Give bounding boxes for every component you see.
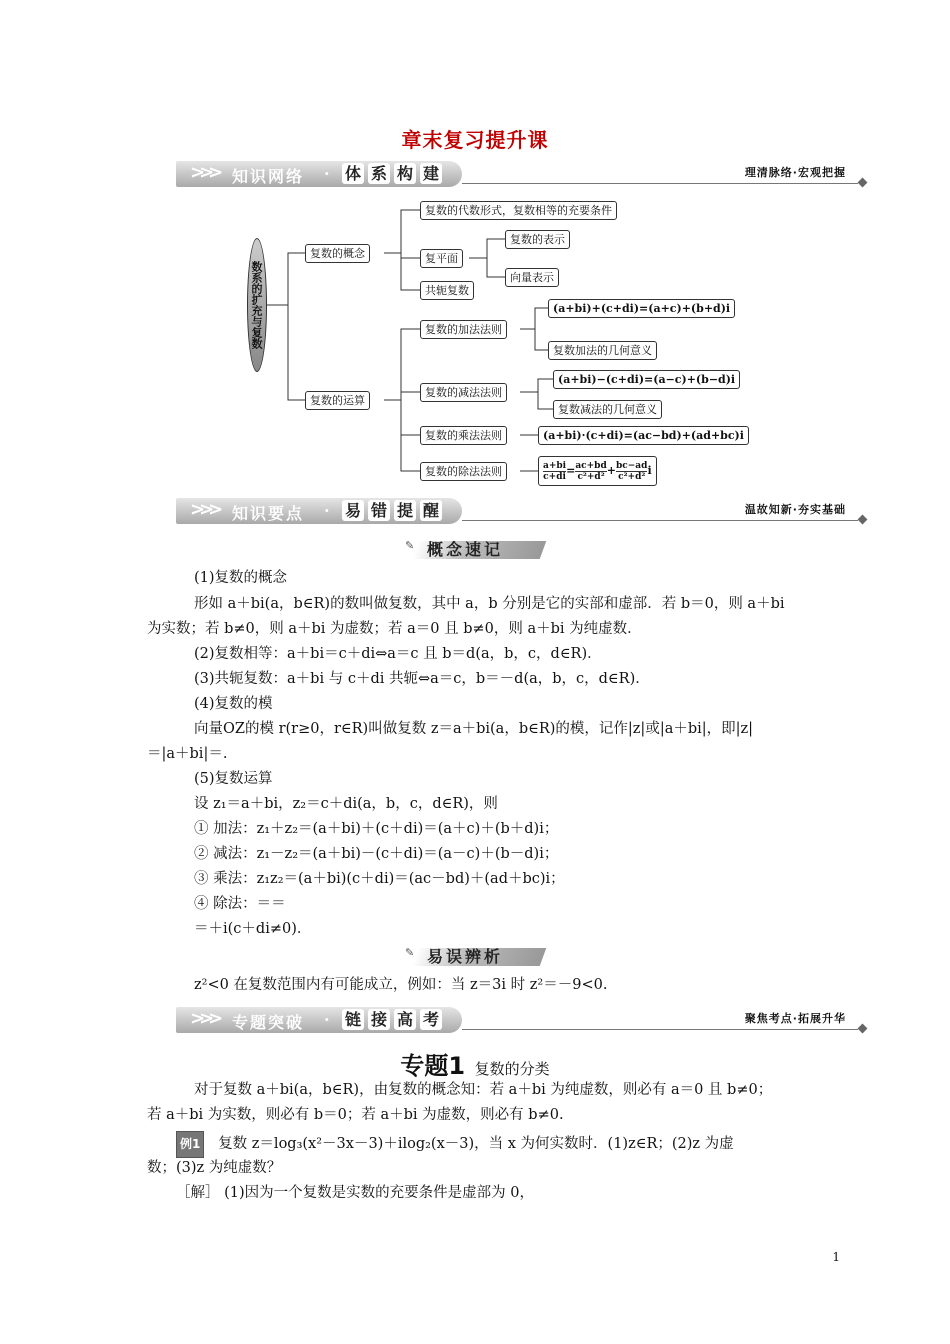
section-banner-topics: [176, 1007, 866, 1033]
chevron-icon: >>>: [190, 162, 218, 183]
banner-box: 高: [394, 1009, 416, 1030]
node-representation: 复数的表示: [505, 230, 570, 249]
frac-den: c²+d²: [577, 471, 605, 482]
subheading-text: 概念速记: [427, 540, 504, 559]
text-line: ＝＋i(c＋di≠0)．: [194, 921, 312, 937]
page-number: 1: [832, 1250, 840, 1264]
banner-box: 系: [368, 163, 390, 184]
node-sub-formula: (a+bi)−(c+di)=(a−c)+(b−d)i: [553, 370, 740, 389]
banner-box: 错: [368, 500, 390, 521]
text-line: 若 a＋bi 为实数，则必有 b＝0；若 a＋bi 为虚数，则必有 b≠0.: [147, 1107, 564, 1123]
example-label: 例1: [176, 1131, 204, 1158]
node-add-formula: (a+bi)+(c+di)=(a+c)+(b+d)i: [548, 299, 735, 318]
node-concept: 复数的概念: [305, 244, 370, 263]
text-line: ② 减法：z₁－z₂＝(a＋bi)－(c＋di)＝(a－c)＋(b－d)i；: [194, 846, 559, 862]
page-title: 章末复习提升课: [401, 128, 549, 152]
node-div: 复数的除法法则: [420, 462, 507, 481]
text-line: (3)共轭复数：a＋bi 与 c＋di 共轭⇔a＝c，b＝－d(a，b，c，d∈R)．: [194, 671, 650, 687]
banner-box: 构: [394, 163, 416, 184]
frac-num: a+bi: [543, 460, 567, 471]
text-line: (4)复数的模: [194, 696, 273, 712]
plus-sign: +: [606, 464, 616, 477]
text-line: z²<0 在复数范围内有可能成立，例如：当 z＝3i 时 z²＝－9<0.: [194, 977, 608, 993]
node-vector: 向量表示: [505, 268, 559, 287]
text-line: ③ 乘法：z₁z₂＝(a＋bi)(c＋di)＝(ac－bd)＋(ad＋bc)i；: [194, 871, 565, 887]
subheading-text: 易误辨析: [427, 947, 504, 966]
frac-den: c+di: [543, 471, 566, 482]
text-line: (5)复数运算: [194, 771, 273, 787]
banner-label: 知识网络: [232, 167, 305, 186]
text-line: ［解］ (1)因为一个复数是实数的充要条件是虚部为 0，: [176, 1185, 534, 1201]
node-div-formula: [538, 456, 657, 486]
banner-label: 知识要点: [232, 504, 305, 523]
banner-box: 接: [368, 1009, 390, 1030]
node-sub-geo: 复数减法的几何意义: [553, 400, 662, 419]
text-line: ④ 除法：＝＝: [194, 896, 286, 912]
pencil-icon: ✎: [405, 946, 415, 959]
node-add-geo: 复数加法的几何意义: [548, 341, 657, 360]
eq-sign: =: [566, 464, 576, 477]
subheading-common-errors: [405, 944, 545, 968]
node-mul-formula: (a+bi)·(c+di)=(ac−bd)+(ad+bc)i: [538, 426, 749, 445]
banner-dot: ·: [324, 1010, 330, 1029]
banner-dot: ·: [324, 164, 330, 183]
node-operation: 复数的运算: [305, 391, 370, 410]
text-line: 设 z₁＝a＋bi，z₂＝c＋di(a，b，c，d∈R)，则: [194, 796, 498, 812]
banner-box: 易: [342, 500, 364, 521]
banner-tagline: 温故知新·夯实基础: [744, 503, 846, 516]
text-line: 对于复数 a＋bi(a，b∈R)，由复数的概念知：若 a＋bi 为纯虚数，则必有 a＝0 且 b≠0；: [194, 1082, 773, 1098]
node-mul: 复数的乘法法则: [420, 426, 507, 445]
imag-unit: i: [647, 464, 652, 477]
text-line: 数；(3)z 为纯虚数？: [147, 1160, 282, 1176]
topic-heading: [0, 1046, 950, 1081]
node-add: 复数的加法法则: [420, 320, 507, 339]
banner-box: 体: [342, 163, 364, 184]
diamond-icon: [858, 1024, 868, 1034]
frac-num: ac+bd: [575, 460, 607, 471]
diamond-icon: [858, 515, 868, 525]
banner-box: 链: [342, 1009, 364, 1030]
pencil-icon: ✎: [405, 539, 415, 552]
banner-box: 建: [420, 163, 442, 184]
topic-name: 复数的分类: [474, 1060, 550, 1078]
banner-box: 醒: [420, 500, 442, 521]
node-sub: 复数的减法法则: [420, 383, 507, 402]
frac-den: c²+d²: [618, 471, 646, 482]
text-line: 为实数；若 b≠0，则 a＋bi 为虚数；若 a＝0 且 b≠0，则 a＋bi 为纯虚数．: [147, 621, 642, 637]
example-text: 复数 z＝log₃(x²－3x－3)＋ilog₂(x－3)，当 x 为何实数时．(1)z∈R；(2)z 为虚: [218, 1136, 734, 1152]
frac-num: bc−ad: [615, 460, 648, 471]
text-line: (2)复数相等：a＋bi＝c＋di⇔a＝c 且 b＝d(a，b，c，d∈R)．: [194, 646, 602, 662]
banner-tagline: 理清脉络·宏观把握: [744, 166, 846, 179]
banner-box: 考: [420, 1009, 442, 1030]
section-banner-key-points: [176, 498, 866, 524]
example-line: [176, 1131, 836, 1158]
node-algebraic: 复数的代数形式，复数相等的充要条件: [420, 201, 617, 220]
text-line: 向量OZ的模 r(r≥0，r∈R)叫做复数 z＝a＋bi(a，b∈R)的模，记作|z|或|a＋bi|，即|z|: [194, 721, 754, 737]
text-line: 形如 a＋bi(a，b∈R)的数叫做复数，其中 a，b 分别是它的实部和虚部．若 b＝0，则 a＋bi: [194, 596, 785, 612]
topic-number: 专题1: [400, 1052, 466, 1080]
text-line: ① 加法：z₁＋z₂＝(a＋bi)＋(c＋di)＝(a＋c)＋(b＋d)i；: [194, 821, 559, 837]
chevron-icon: >>>: [190, 1008, 218, 1029]
chevron-icon: >>>: [190, 499, 218, 520]
text-line: ＝|a＋bi|＝.: [147, 746, 228, 762]
node-plane: 复平面: [420, 249, 463, 268]
text-line: (1)复数的概念: [194, 570, 288, 586]
banner-tagline: 聚焦考点·拓展升华: [744, 1012, 846, 1025]
diagram-root: 数系的扩充与复数: [247, 238, 267, 372]
node-conjugate: 共轭复数: [420, 281, 474, 300]
subheading-concept-notes: [405, 537, 545, 561]
banner-label: 专题突破: [232, 1013, 305, 1032]
banner-dot: ·: [324, 501, 330, 520]
banner-box: 提: [394, 500, 416, 521]
